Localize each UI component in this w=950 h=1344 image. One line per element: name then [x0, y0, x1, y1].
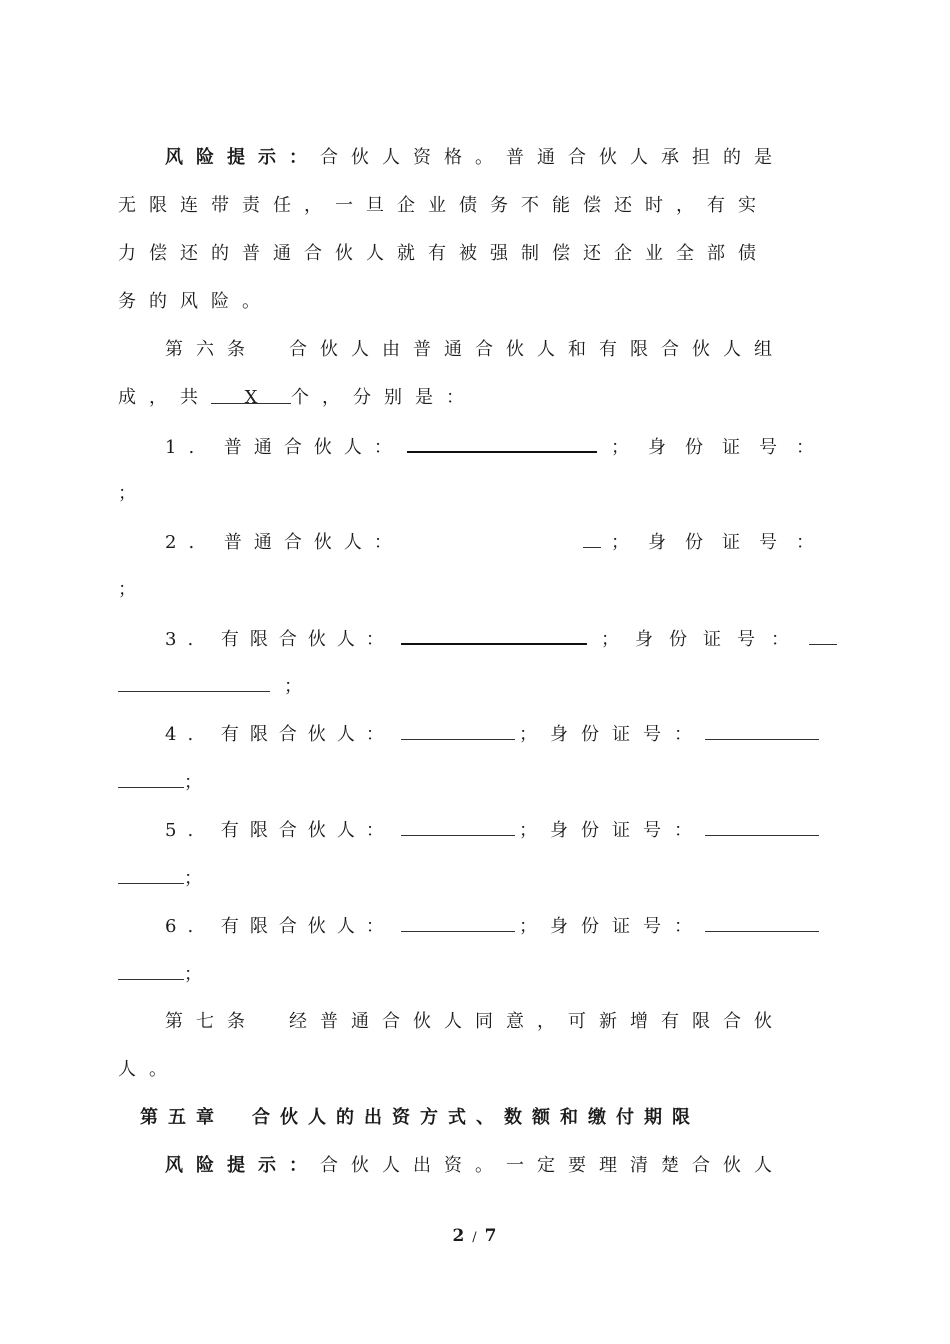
text-line: 人。 [118, 1059, 180, 1080]
partner-label: 3. 有限合伙人： [165, 629, 395, 650]
partner-label: 1. 普通合伙人： [165, 437, 404, 458]
partner-label: 2. 普通合伙人： [165, 532, 404, 553]
partner-label: 4. 有限合伙人： [165, 724, 395, 745]
id-label: ；身份证号： [611, 437, 833, 458]
risk-text: 合伙人资格。普通合伙人承担的是 [320, 147, 785, 168]
partner-name-field[interactable] [407, 431, 597, 453]
article-6: 第六条 合伙人由普通合伙人和有限合伙人组 [165, 339, 785, 360]
id-number-field[interactable] [809, 624, 837, 645]
risk-text: 合伙人出资。一定要理清楚合伙人 [320, 1155, 785, 1176]
partner-name-field[interactable] [401, 719, 515, 740]
partner-name-field[interactable] [401, 815, 515, 836]
partner-name-field[interactable] [401, 623, 587, 645]
id-number-field[interactable] [705, 911, 819, 932]
id-number-field[interactable] [705, 719, 819, 740]
risk-paragraph-2 [165, 1151, 822, 1181]
partner-row-end: ； [284, 676, 315, 697]
text-line: 力偿还的普通合伙人就有被强制偿还企业全部债 [118, 243, 769, 264]
risk-label: 风险提示： [165, 147, 320, 168]
article-6-count-line [118, 383, 822, 413]
page-number [0, 1226, 950, 1246]
id-label: ；身份证号： [519, 820, 705, 841]
partner-row-3-cont [118, 671, 822, 701]
id-number-field-cont[interactable] [118, 863, 184, 884]
id-label: ；身份证号： [519, 724, 705, 745]
partner-row-3 [165, 623, 835, 653]
partner-row-end: ； [118, 579, 149, 600]
partner-row-6 [165, 911, 835, 941]
article-7: 第七条 经普通合伙人同意，可新增有限合伙 [165, 1011, 785, 1032]
partner-row-end: ； [184, 868, 215, 889]
partner-row-4-cont [118, 767, 822, 797]
risk-label: 风险提示： [165, 1155, 320, 1176]
partner-row-4 [165, 719, 835, 749]
risk-paragraph-1 [165, 143, 822, 173]
id-label: ；身份证号： [519, 916, 705, 937]
partner-name-field[interactable] [401, 911, 515, 932]
partner-row-end: ； [118, 483, 149, 504]
partner-row-1 [165, 431, 833, 461]
text-line: 无限连带责任，一旦企业债务不能偿还时，有实 [118, 195, 769, 216]
partner-name-field[interactable] [583, 527, 601, 548]
partner-row-5 [165, 815, 835, 845]
partner-row-end: ； [184, 772, 215, 793]
id-number-field-cont[interactable] [118, 767, 184, 788]
text-line: 务的风险。 [118, 291, 273, 312]
total-pages: 7 [484, 1226, 498, 1246]
partner-row-2 [165, 527, 833, 557]
page-separator: / [472, 1230, 478, 1245]
partner-row-5-cont [118, 863, 822, 893]
partner-label: 5. 有限合伙人： [165, 820, 395, 841]
current-page: 2 [452, 1226, 466, 1246]
partner-label: 6. 有限合伙人： [165, 916, 395, 937]
partner-row-end: ； [184, 964, 215, 985]
id-number-field[interactable] [705, 815, 819, 836]
partner-row-6-cont [118, 959, 822, 989]
id-label: ；身份证号： [601, 629, 805, 650]
id-label: ；身份证号： [611, 532, 833, 553]
id-number-field-cont[interactable] [118, 671, 270, 692]
article-6-suffix: 个，分别是： [291, 387, 477, 408]
chapter-heading: 第五章 合伙人的出资方式、数额和缴付期限 [140, 1107, 700, 1128]
partner-count-field[interactable]: X [211, 383, 291, 404]
article-6-prefix: 成，共 [118, 387, 211, 408]
id-number-field-cont[interactable] [118, 959, 184, 980]
